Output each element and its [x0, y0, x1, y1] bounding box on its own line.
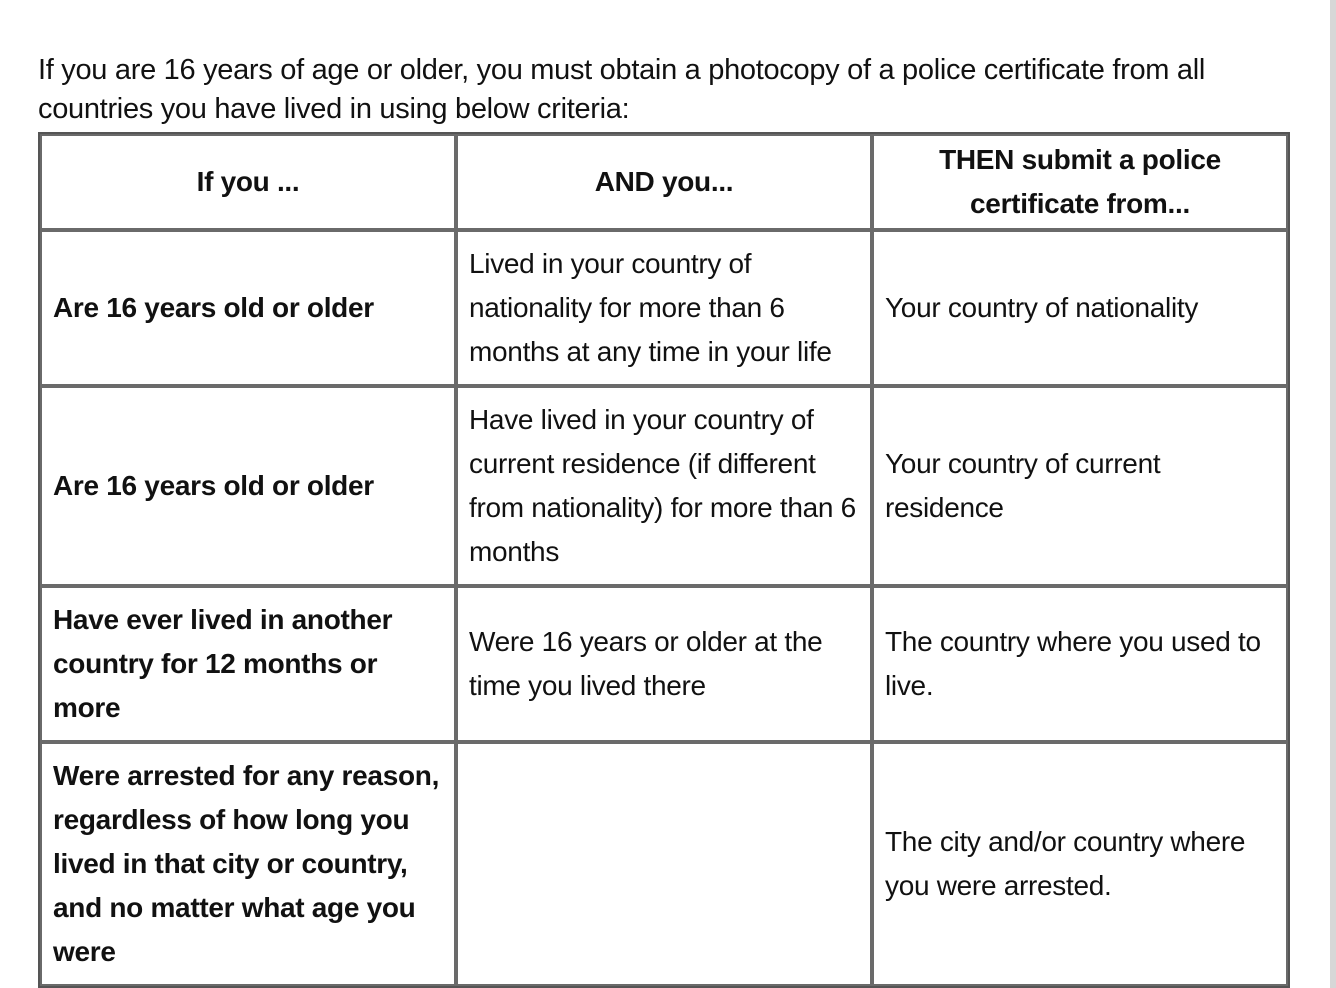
certificate-source-cell: The city and/or country where you were arrested.: [872, 742, 1288, 986]
police-certificate-criteria-table: [38, 132, 1290, 988]
intro-paragraph: If you are 16 years of age or older, you must obtain a photocopy of a police certificate from all countries you have lived in using below criteria:: [38, 54, 1206, 125]
requirement-cell: Were 16 years or older at the time you lived there: [456, 586, 872, 742]
table-header-row: [40, 134, 1288, 230]
condition-cell: Are 16 years old or older: [40, 230, 456, 386]
header-and-you: AND you...: [456, 134, 872, 230]
requirement-cell: Lived in your country of nationality for more than 6 months at any time in your life: [456, 230, 872, 386]
certificate-source-cell: Your country of current residence: [872, 386, 1288, 586]
requirement-cell: [456, 742, 872, 986]
condition-cell: Have ever lived in another country for 12 months or more: [40, 586, 456, 742]
table-row: [40, 230, 1288, 386]
table-row: [40, 586, 1288, 742]
header-then-submit: THEN submit a police certificate from...: [872, 134, 1288, 230]
scrollbar-track[interactable]: [1330, 0, 1336, 988]
certificate-source-cell: Your country of nationality: [872, 230, 1288, 386]
table-row: [40, 742, 1288, 986]
requirement-cell: Have lived in your country of current residence (if different from nationality) for more than 6 months: [456, 386, 872, 586]
certificate-source-cell: The country where you used to live.: [872, 586, 1288, 742]
table-row: [40, 386, 1288, 586]
condition-cell: Are 16 years old or older: [40, 386, 456, 586]
condition-cell: Were arrested for any reason, regardless of how long you lived in that city or country, and no matter what age you were: [40, 742, 456, 986]
header-if-you: If you ...: [40, 134, 456, 230]
